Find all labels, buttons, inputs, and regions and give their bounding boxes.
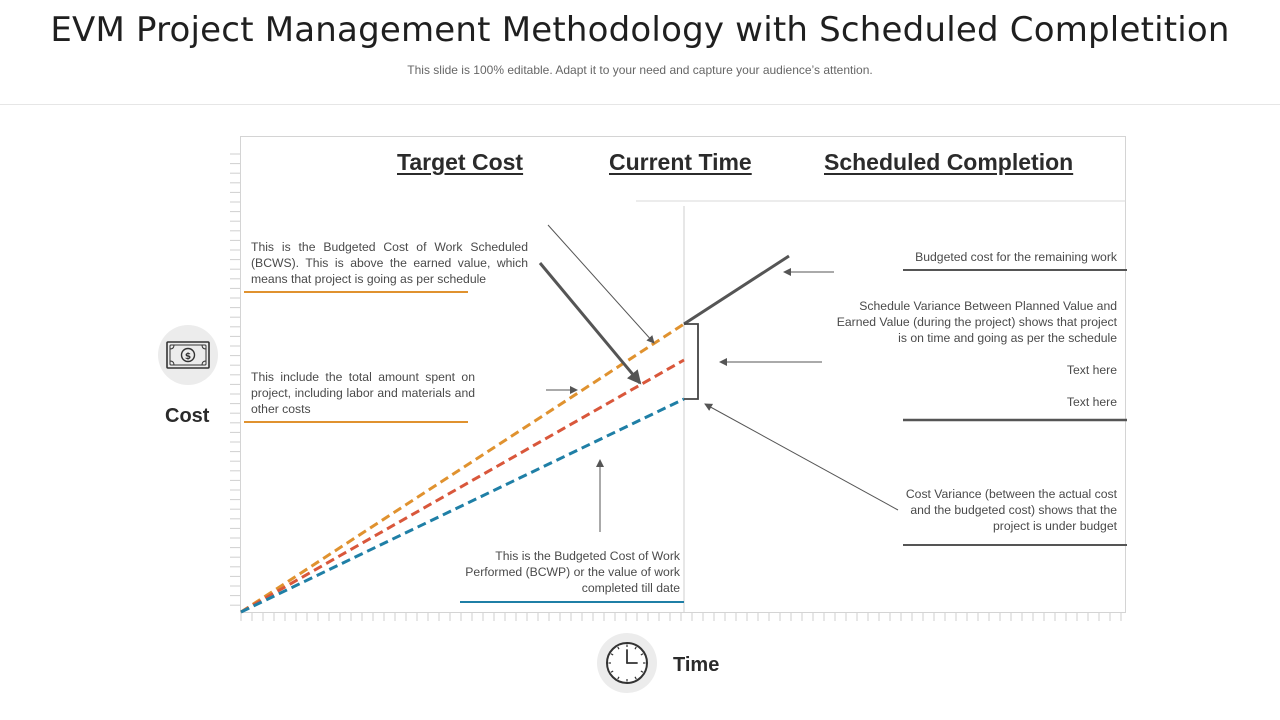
bcws-pointer-arrow [548, 225, 654, 343]
time-axis-label: Time [673, 654, 720, 676]
text-here-2: Text here [1066, 395, 1117, 409]
svg-text:$: $ [184, 352, 192, 362]
cost-variance-arrow [705, 404, 898, 510]
target-cost-heading: Target Cost [397, 149, 524, 175]
page-title: EVM Project Management Methodology with Scheduled Completition [50, 10, 1230, 50]
remaining-work-line [684, 256, 789, 324]
bcwp-note: This is the Budgeted Cost of Work Performed (BCWP) or the value of work completed till date [465, 549, 680, 595]
clock-icon [597, 633, 657, 693]
page-subtitle: This slide is 100% editable. Adapt it to your need and capture your audience’s attention. [407, 63, 873, 77]
cost-axis-label: Cost [165, 405, 210, 427]
current-time-heading: Current Time [609, 149, 752, 175]
cost-variance-note: Cost Variance (between the actual cost and the budgeted cost) shows that the project is under budget [905, 487, 1117, 533]
y-axis-ticks [230, 154, 240, 605]
remaining-work-note: Budgeted cost for the remaining work [915, 250, 1117, 264]
bcws-note: This is the Budgeted Cost of Work Scheduled (BCWS). This is above the earned value, which means that project is going as per schedule [251, 240, 528, 286]
variance-bracket [684, 324, 698, 399]
x-axis-ticks [241, 613, 1121, 621]
actual-cost-note: This include the total amount spent on project, including labor and materials and other costs [251, 370, 475, 416]
money-icon [158, 325, 218, 385]
bcws-bold-arrow [540, 263, 640, 383]
schedule-variance-note: Schedule Variance Between Planned Value and Earned Value (during the project) shows that project is on time and going as per the schedule [836, 299, 1117, 345]
scheduled-completion-heading: Scheduled Completion [824, 149, 1074, 175]
text-here-1: Text here [1066, 363, 1117, 377]
